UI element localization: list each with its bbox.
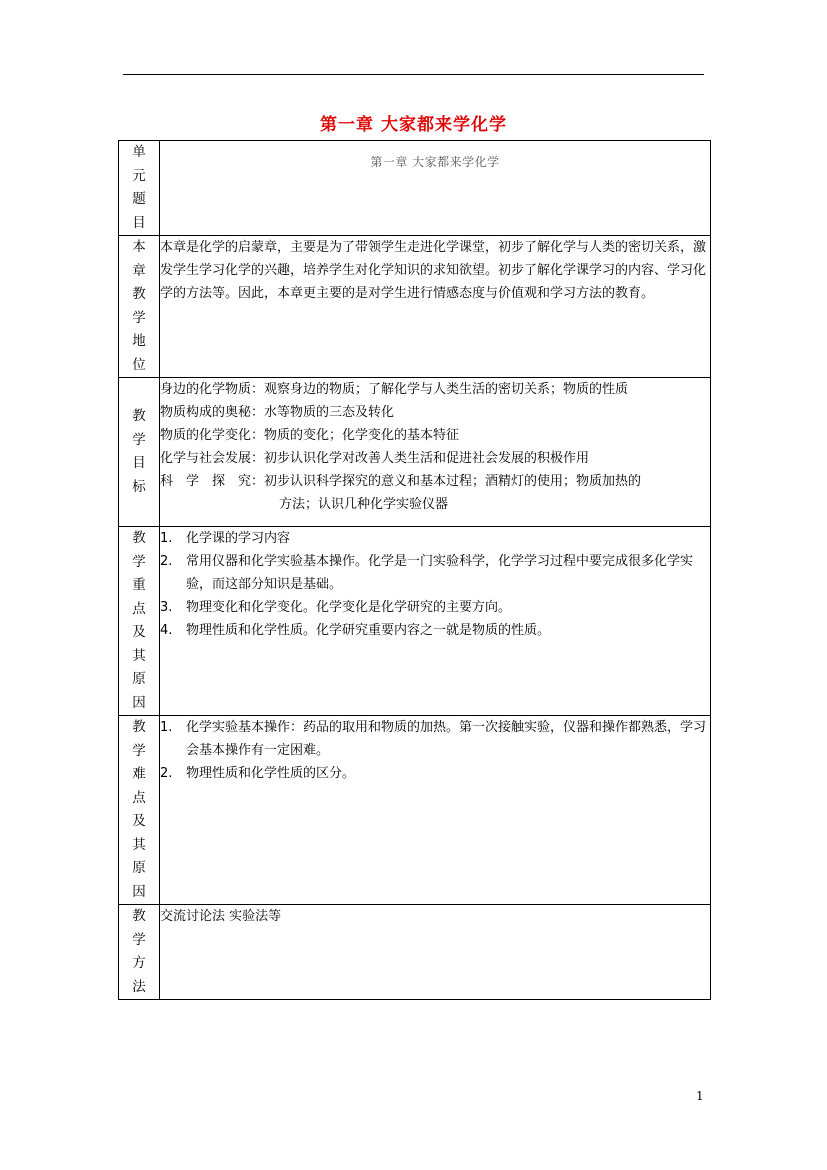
row-difficulties xyxy=(119,716,711,905)
lesson-plan-table xyxy=(118,140,711,1000)
unit-title-image-text: 第一章 大家都来学化学 xyxy=(370,155,500,169)
label-unit-title: 单 元 题 目 xyxy=(119,141,160,236)
row-chapter-position xyxy=(119,236,711,378)
objective-line: 化学与社会发展：初步认识化学对改善人类生活和促进社会发展的积极作用 xyxy=(160,451,590,466)
objective-line: 物质的化学变化：物质的变化；化学变化的基本特征 xyxy=(160,428,460,443)
list-item: 2. 物理性质和化学性质的区分。 xyxy=(160,766,356,781)
label-objectives: 教 学 目 标 xyxy=(119,378,160,527)
page-number: 1 xyxy=(696,1089,704,1103)
row-objectives xyxy=(119,378,711,527)
row-unit-title xyxy=(119,141,711,236)
list-item: 2. 常用仪器和化学实验基本操作。化学是一门实验科学，化学学习过程中要完成很多化学实验，而这部分知识是基础。 xyxy=(160,554,694,592)
objective-line: 身边的化学物质：观察身边的物质；了解化学与人类生活的密切关系；物质的性质 xyxy=(160,382,629,397)
list-item: 1. 化学实验基本操作：药品的取用和物质的加热。第一次接触实验，仪器和操作都熟悉，学习会基本操作有一定困难。 xyxy=(160,720,707,758)
difficulties-cell xyxy=(160,716,711,905)
objective-line: 物质构成的奥秘：水等物质的三态及转化 xyxy=(160,405,395,420)
objective-continuation: 方法；认识几种化学实验仪器 xyxy=(279,497,449,512)
list-item: 3. 物理变化和化学变化。化学变化是化学研究的主要方向。 xyxy=(160,600,512,615)
document-title: 第一章 大家都来学化学 xyxy=(320,115,507,135)
objectives-cell xyxy=(160,378,711,527)
label-methods: 教 学 方 法 xyxy=(119,905,160,1000)
header-rule xyxy=(123,74,704,75)
row-key-points xyxy=(119,527,711,716)
list-item: 4. 物理性质和化学性质。化学研究重要内容之一就是物质的性质。 xyxy=(160,623,551,638)
label-chapter-position: 本 章 教 学 地 位 xyxy=(119,236,160,378)
label-difficulties: 教 学 难 点 及 其 原 因 xyxy=(119,716,160,905)
unit-title-cell xyxy=(160,141,711,236)
label-key-points: 教 学 重 点 及 其 原 因 xyxy=(119,527,160,716)
chapter-position-text: 本章是化学的启蒙章，主要是为了带领学生走进化学课堂，初步了解化学与人类的密切关系，激发学生学习化学的兴趣，培养学生对化学知识的求知欲望。初步了解化学课学习的内容、学习化学的方法等。因此，本章更主要的是对学生进行情感态度与价值观和学习方法的教育。 xyxy=(160,236,711,378)
methods-text: 交流讨论法 实验法等 xyxy=(160,905,711,1000)
objective-line: 科 学 探 究：初步认识科学探究的意义和基本过程；酒精灯的使用；物质加热的 xyxy=(160,474,642,489)
row-methods xyxy=(119,905,711,1000)
list-item: 1. 化学课的学习内容 xyxy=(160,531,291,546)
key-points-cell xyxy=(160,527,711,716)
